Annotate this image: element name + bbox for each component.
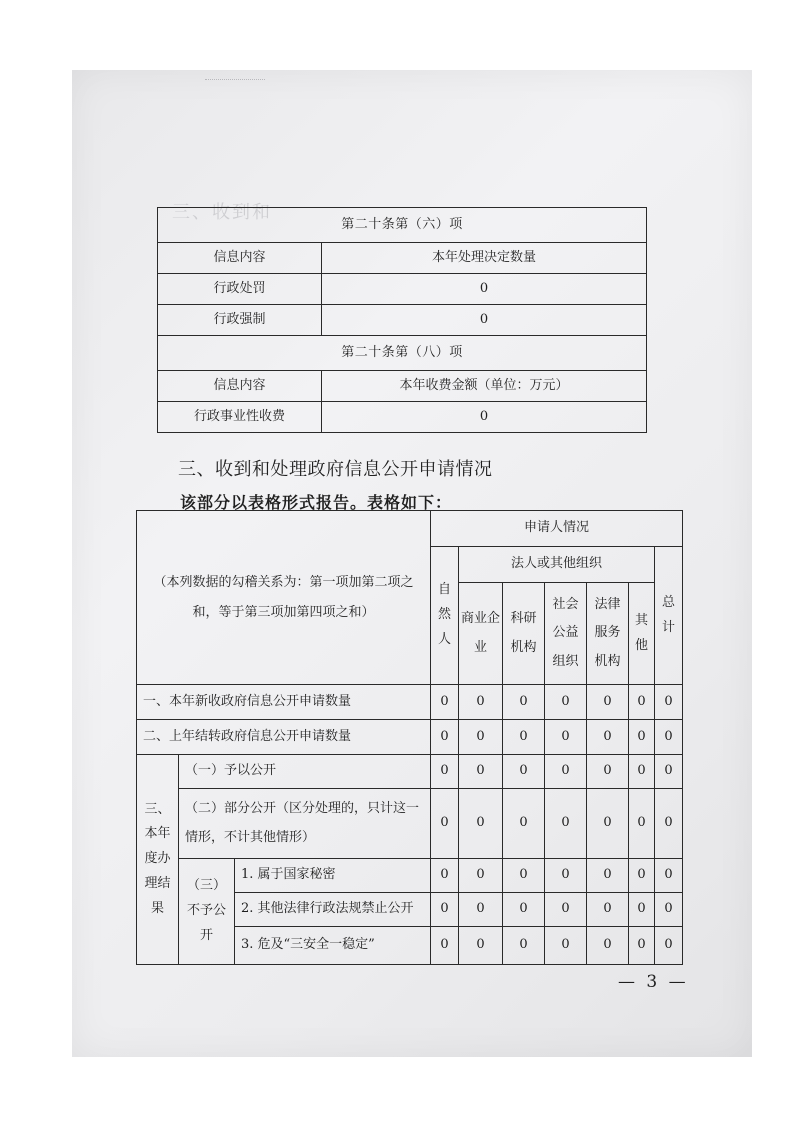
section-title: 第二十条第（八）项 [158, 336, 647, 371]
header-cell: 本年处理决定数量 [322, 243, 647, 274]
cell: 0 [545, 720, 587, 755]
row-value: 0 [322, 274, 647, 305]
cell: 0 [503, 685, 545, 720]
row-label: 行政强制 [158, 305, 322, 336]
col-legal: 法律服务机构 [587, 583, 629, 685]
application-status-table [136, 510, 683, 965]
row-label: （二）部分公开（区分处理的，只计这一情形，不计其他情形） [179, 789, 431, 859]
cell: 0 [503, 927, 545, 965]
cell: 0 [587, 859, 629, 893]
cell: 0 [459, 927, 503, 965]
col-social: 社会公益组织 [545, 583, 587, 685]
row-value: 0 [322, 402, 647, 433]
cell: 0 [459, 859, 503, 893]
cell: 0 [587, 789, 629, 859]
cell: 0 [629, 685, 655, 720]
cell: 0 [655, 720, 683, 755]
row-label: 一、本年新收政府信息公开申请数量 [137, 685, 431, 720]
cell: 0 [629, 755, 655, 789]
cell: 0 [503, 859, 545, 893]
table-row [137, 720, 683, 755]
page-number: — 3 — [618, 972, 689, 992]
row-value: 0 [322, 305, 647, 336]
cell: 0 [503, 720, 545, 755]
table-row [137, 755, 683, 789]
cell: 0 [431, 789, 459, 859]
cell: 0 [503, 893, 545, 927]
cell: 0 [545, 685, 587, 720]
cell: 0 [655, 893, 683, 927]
cell: 0 [459, 755, 503, 789]
cell: 0 [629, 720, 655, 755]
cell: 0 [459, 685, 503, 720]
row-label: 行政事业性收费 [158, 402, 322, 433]
header-cell: 信息内容 [158, 371, 322, 402]
col-business: 商业企业 [459, 583, 503, 685]
cell: 0 [503, 789, 545, 859]
cell: 0 [587, 685, 629, 720]
row-label: （一）予以公开 [179, 755, 431, 789]
row-label: 1. 属于国家秘密 [235, 859, 431, 893]
cell: 0 [431, 893, 459, 927]
cell: 0 [545, 927, 587, 965]
cell: 0 [431, 685, 459, 720]
section-subheading: 该部分以表格形式报告。表格如下： [180, 493, 453, 512]
cell: 0 [431, 927, 459, 965]
table-row [137, 789, 683, 859]
cell: 0 [431, 859, 459, 893]
cell: 0 [587, 927, 629, 965]
cell: 0 [587, 755, 629, 789]
row-label: 3. 危及“三安全一稳定” [235, 927, 431, 965]
cell: 0 [459, 789, 503, 859]
cell: 0 [431, 720, 459, 755]
col-other: 其他 [629, 583, 655, 685]
section-title: 第二十条第（六）项 [158, 208, 647, 243]
results-label: 三、本年度办理结果 [137, 755, 179, 965]
cell: 0 [545, 789, 587, 859]
table-row [137, 859, 683, 893]
cell: 0 [655, 755, 683, 789]
bleed-through-mark [205, 71, 265, 80]
cell: 0 [629, 859, 655, 893]
col-research: 科研机构 [503, 583, 545, 685]
header-cell: 信息内容 [158, 243, 322, 274]
cell: 0 [655, 789, 683, 859]
cell: 0 [545, 859, 587, 893]
row-label: 2. 其他法律行政法规禁止公开 [235, 893, 431, 927]
applicant-header: 申请人情况 [431, 511, 683, 547]
cell: 0 [587, 720, 629, 755]
cell: 0 [431, 755, 459, 789]
row-label: 二、上年结转政府信息公开申请数量 [137, 720, 431, 755]
cell: 0 [545, 755, 587, 789]
cell: 0 [629, 893, 655, 927]
cell: 0 [629, 789, 655, 859]
cell: 0 [459, 720, 503, 755]
table-row [137, 685, 683, 720]
cell: 0 [587, 893, 629, 927]
cell: 0 [503, 755, 545, 789]
cell: 0 [459, 893, 503, 927]
note-cell: （本列数据的勾稽关系为：第一项加第二项之和，等于第三项加第四项之和） [137, 511, 431, 685]
row-label: 行政处罚 [158, 274, 322, 305]
cell: 0 [545, 893, 587, 927]
cell: 0 [655, 859, 683, 893]
refuse-label: （三）不予公开 [179, 859, 235, 965]
cell: 0 [655, 685, 683, 720]
cell: 0 [655, 927, 683, 965]
section-heading: 三、收到和处理政府信息公开申请情况 [178, 459, 493, 480]
col-total: 总计 [655, 547, 683, 685]
org-header: 法人或其他组织 [459, 547, 655, 583]
fee-and-decision-table [157, 207, 647, 433]
col-natural-person: 自然人 [431, 547, 459, 685]
cell: 0 [629, 927, 655, 965]
header-cell: 本年收费金额（单位：万元） [322, 371, 647, 402]
bleed-through-text: 三、收到和 [172, 202, 272, 223]
